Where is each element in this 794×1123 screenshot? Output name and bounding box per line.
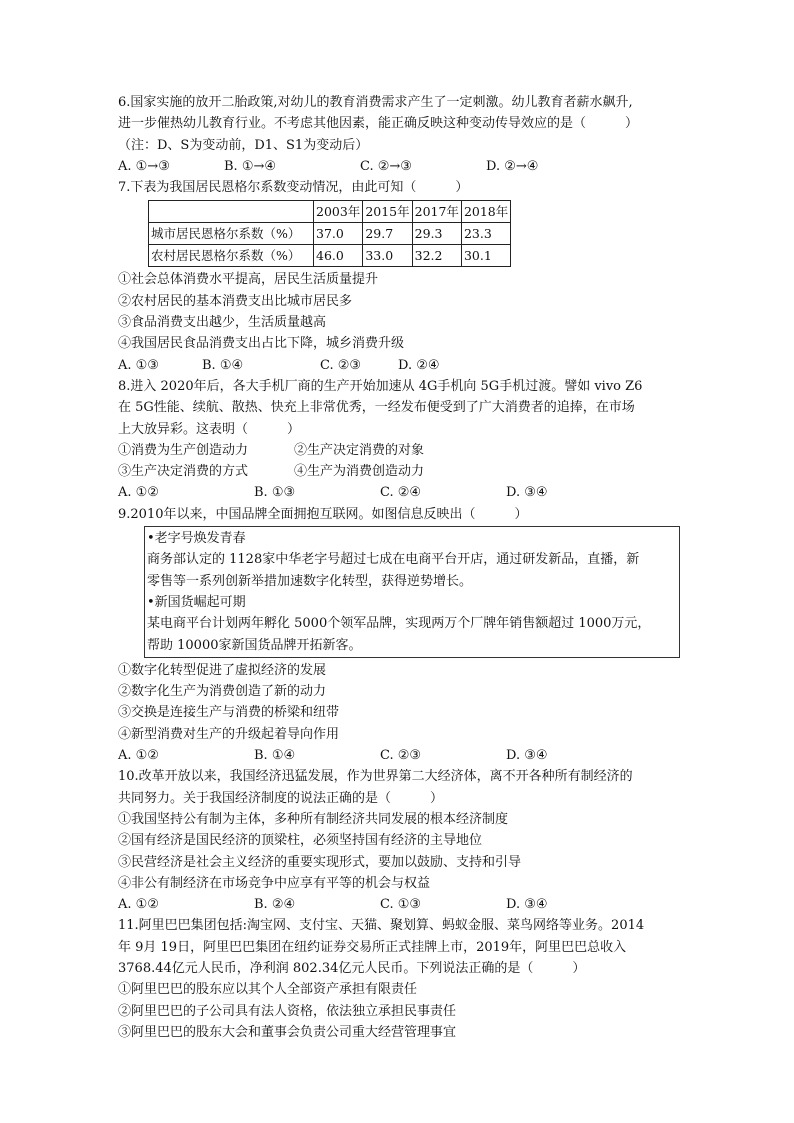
question-10-item-2: ②国有经济是国民经济的顶梁柱，必须坚持国有经济的主导地位	[118, 833, 483, 849]
table-row	[149, 245, 511, 267]
question-7-option-a[interactable]: A. ①③	[118, 357, 159, 373]
question-7-stem: 7.下表为我国居民恩格尔系数变动情况，由此可知（ ）	[118, 180, 469, 196]
table-header-cell: 2017年	[412, 201, 461, 223]
question-8-item-1: ①消费为生产创造动力	[118, 442, 249, 458]
question-10-option-c[interactable]: C. ①③	[380, 897, 422, 913]
table-cell: 30.1	[461, 245, 510, 267]
table-cell: 29.7	[363, 223, 412, 245]
question-11-stem-line-2: 年 9月 19日，阿里巴巴集团在纽约证券交易所正式挂牌上市，2019年，阿里巴巴总收入	[118, 939, 627, 955]
table-header-cell: 2018年	[461, 201, 510, 223]
exam-page	[118, 92, 678, 1043]
question-7	[118, 177, 678, 376]
question-11-item-1: ①阿里巴巴的股东应以其个人全部资产承担有限责任	[118, 982, 418, 998]
question-8-item-4: ④生产为消费创造动力	[294, 464, 425, 480]
question-10-item-1: ①我国坚持公有制为主体，多种所有制经济共同发展的根本经济制度	[118, 811, 509, 827]
question-10-item-4: ④非公有制经济在市场竞争中应享有平等的机会与权益	[118, 875, 431, 891]
question-8-item-3: ③生产决定消费的方式	[118, 464, 249, 480]
question-11-item-2: ②阿里巴巴的子公司具有法人资格，依法独立承担民事责任	[118, 1003, 457, 1019]
question-9-option-c[interactable]: C. ②③	[380, 748, 422, 764]
question-8-option-c[interactable]: C. ②④	[380, 485, 422, 501]
question-10-option-d[interactable]: D. ③④	[506, 897, 548, 913]
question-8-items-row-1	[118, 440, 678, 461]
question-10-stem-line-2: 共同努力。关于我国经济制度的说法正确的是（ ）	[118, 790, 444, 806]
table-cell: 46.0	[314, 245, 363, 267]
table-header-row	[149, 201, 511, 223]
table-cell: 城市居民恩格尔系数（%）	[149, 223, 314, 245]
question-7-item-3: ③食品消费支出越少，生活质量越高	[118, 315, 327, 331]
question-9-item-4: ④新型消费对生产的升级起着导向作用	[118, 726, 340, 742]
question-9	[118, 504, 678, 767]
question-9-item-2: ②数字化生产为消费创造了新的动力	[118, 684, 327, 700]
question-7-option-c[interactable]: C. ②③	[320, 357, 362, 373]
question-10	[118, 766, 678, 915]
table-cell: 32.2	[412, 245, 461, 267]
question-6-stem-line-2: 进一步催热幼儿教育行业。不考虑其他因素，能正确反映这种变动传导效应的是（ ）	[118, 116, 639, 132]
question-10-item-3: ③民营经济是社会主义经济的重要实现形式，要加以鼓励、支持和引导	[118, 854, 522, 870]
table-cell: 农村居民恩格尔系数（%）	[149, 245, 314, 267]
question-9-options	[118, 745, 678, 766]
question-7-option-d[interactable]: D. ②④	[398, 357, 440, 373]
question-8-option-a[interactable]: A. ①②	[118, 485, 159, 501]
question-9-option-d[interactable]: D. ③④	[506, 748, 548, 764]
question-6-option-c[interactable]: C. ②→③	[360, 158, 412, 174]
table-header-cell: 2015年	[363, 201, 412, 223]
question-9-option-a[interactable]: A. ①②	[118, 748, 159, 764]
question-7-option-b[interactable]: B. ①④	[202, 357, 244, 373]
question-11-stem-line-1: 11.阿里巴巴集团包括:淘宝网、支付宝、天猫、聚划算、蚂蚁金服、菜鸟网络等业务。2014	[118, 918, 645, 934]
question-6-options	[118, 156, 678, 177]
question-11	[118, 915, 678, 1043]
question-7-item-1: ①社会总体消费水平提高，居民生活质量提升	[118, 272, 379, 288]
question-11-item-3: ③阿里巴巴的股东大会和董事会负责公司重大经营管理事宜	[118, 1024, 457, 1040]
question-8-option-b[interactable]: B. ①③	[254, 485, 296, 501]
table-cell: 29.3	[412, 223, 461, 245]
info-box-text: 帮助 10000家新国货品牌开拓新客。	[147, 637, 362, 653]
table-header-cell: 2003年	[314, 201, 363, 223]
question-6-stem-line-1: 6.国家实施的放开二胎政策,对幼儿的教育消费需求产生了一定刺激。幼儿教育者薪水飙升,	[118, 95, 633, 110]
info-box-heading-1: •老字号焕发青春	[147, 531, 246, 547]
info-box-text: 某电商平台计划两年孵化 5000个领军品牌，实现两万个厂牌年销售额超过 1000万元，	[147, 616, 651, 632]
question-8-stem-line-2: 在 5G性能、续航、散热、快充上非常优秀，一经发布便受到了广大消费者的追捧，在市场	[118, 400, 635, 416]
table-header-cell	[149, 201, 314, 223]
question-8-option-d[interactable]: D. ③④	[506, 485, 548, 501]
table-cell: 37.0	[314, 223, 363, 245]
question-11-stem-line-3: 3768.44亿元人民币，净利润 802.34亿元人民币。下列说法正确的是（ ）	[118, 960, 586, 976]
question-6	[118, 92, 678, 177]
question-8-items-row-2	[118, 461, 678, 482]
question-9-item-1: ①数字化转型促进了虚拟经济的发展	[118, 662, 327, 678]
question-10-option-b[interactable]: B. ②④	[254, 897, 296, 913]
question-10-options	[118, 894, 678, 915]
info-box-text: 零售等一系列创新举措加速数字化转型，获得逆势增长。	[147, 573, 473, 589]
question-9-info-box	[144, 526, 680, 658]
question-10-option-a[interactable]: A. ①②	[118, 897, 159, 913]
question-6-option-d[interactable]: D. ②→④	[486, 158, 539, 174]
engel-coefficient-table	[148, 200, 511, 267]
question-8-item-2: ②生产决定消费的对象	[294, 442, 425, 458]
table-cell: 23.3	[461, 223, 510, 245]
question-9-stem: 9.2010年以来，中国品牌全面拥抱互联网。如图信息反映出（ ）	[118, 506, 528, 522]
question-7-item-2: ②农村居民的基本消费支出比城市居民多	[118, 293, 353, 309]
question-7-options	[118, 355, 678, 376]
question-9-item-3: ③交换是连接生产与消费的桥梁和纽带	[118, 705, 340, 721]
question-6-note: （注：D、S为变动前，D1、S1为变动后）	[118, 137, 369, 153]
table-cell: 33.0	[363, 245, 412, 267]
info-box-text: 商务部认定的 1128家中华老字号超过七成在电商平台开店，通过研发新品，直播，新	[147, 552, 640, 568]
question-7-item-4: ④我国居民食品消费支出占比下降，城乡消费升级	[118, 336, 405, 352]
table-row	[149, 223, 511, 245]
question-8-options	[118, 482, 678, 503]
question-9-option-b[interactable]: B. ①④	[254, 748, 296, 764]
info-box-heading-2: •新国货崛起可期	[147, 594, 246, 610]
question-6-option-a[interactable]: A. ①→③	[118, 158, 170, 174]
question-8-stem-line-1: 8.进入 2020年后，各大手机厂商的生产开始加速从 4G手机向 5G手机过渡。譬如 vivo Z6	[118, 378, 643, 394]
question-8-stem-line-3: 上大放异彩。这表明（ ）	[118, 421, 301, 437]
question-10-stem-line-1: 10.改革开放以来，我国经济迅猛发展，作为世界第二大经济体，离不开各种所有制经济的	[118, 769, 633, 785]
question-6-option-b[interactable]: B. ①→④	[224, 158, 277, 174]
question-8	[118, 376, 678, 504]
